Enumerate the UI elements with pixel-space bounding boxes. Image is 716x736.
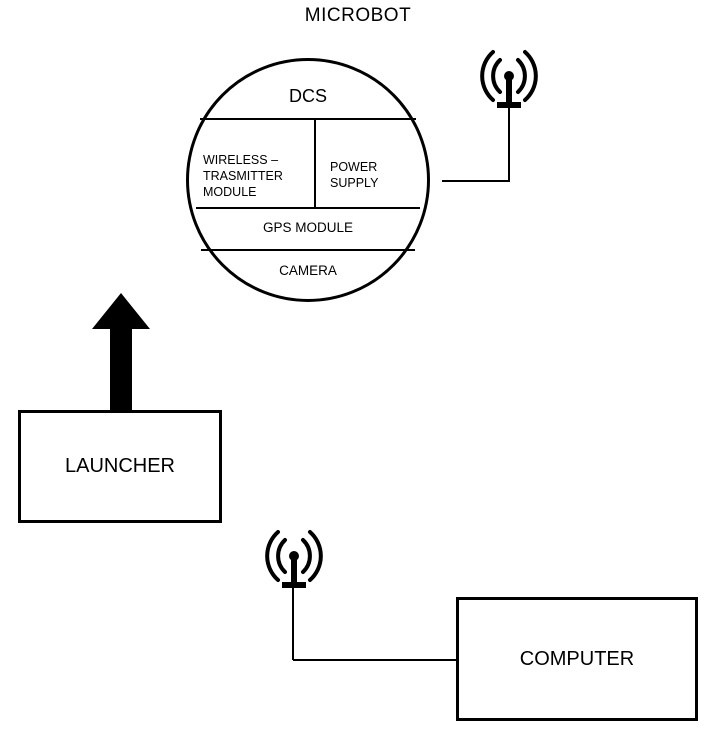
- dcs-label: DCS: [288, 86, 327, 106]
- wireless-transmitter-module-label: WIRELESS – TRASMITTER MODULE: [203, 153, 283, 199]
- power-supply-label: POWER SUPPLY: [330, 160, 379, 190]
- antenna-icon-computer: [255, 524, 333, 592]
- divider-camera: [201, 249, 415, 251]
- antenna-icon-microbot: [470, 44, 548, 112]
- up-arrow-icon: [92, 293, 150, 413]
- computer-label: COMPUTER: [519, 647, 635, 670]
- divider-modules-vertical: [314, 118, 316, 207]
- launcher-box[interactable]: [18, 410, 222, 523]
- launcher-label: LAUNCHER: [64, 455, 176, 477]
- divider-dcs: [200, 118, 416, 120]
- computer-antenna-connector-horizontal: [293, 659, 459, 661]
- microbot-antenna-connector-horizontal: [442, 180, 509, 182]
- computer-antenna-connector-vertical: [292, 588, 294, 660]
- computer-box[interactable]: [456, 597, 698, 721]
- gps-module-label: GPS MODULE: [262, 220, 354, 235]
- microbot-antenna-connector-vertical: [508, 108, 510, 182]
- divider-gps: [196, 207, 420, 209]
- page-title: MICROBOT: [304, 5, 412, 26]
- camera-label: CAMERA: [279, 263, 337, 278]
